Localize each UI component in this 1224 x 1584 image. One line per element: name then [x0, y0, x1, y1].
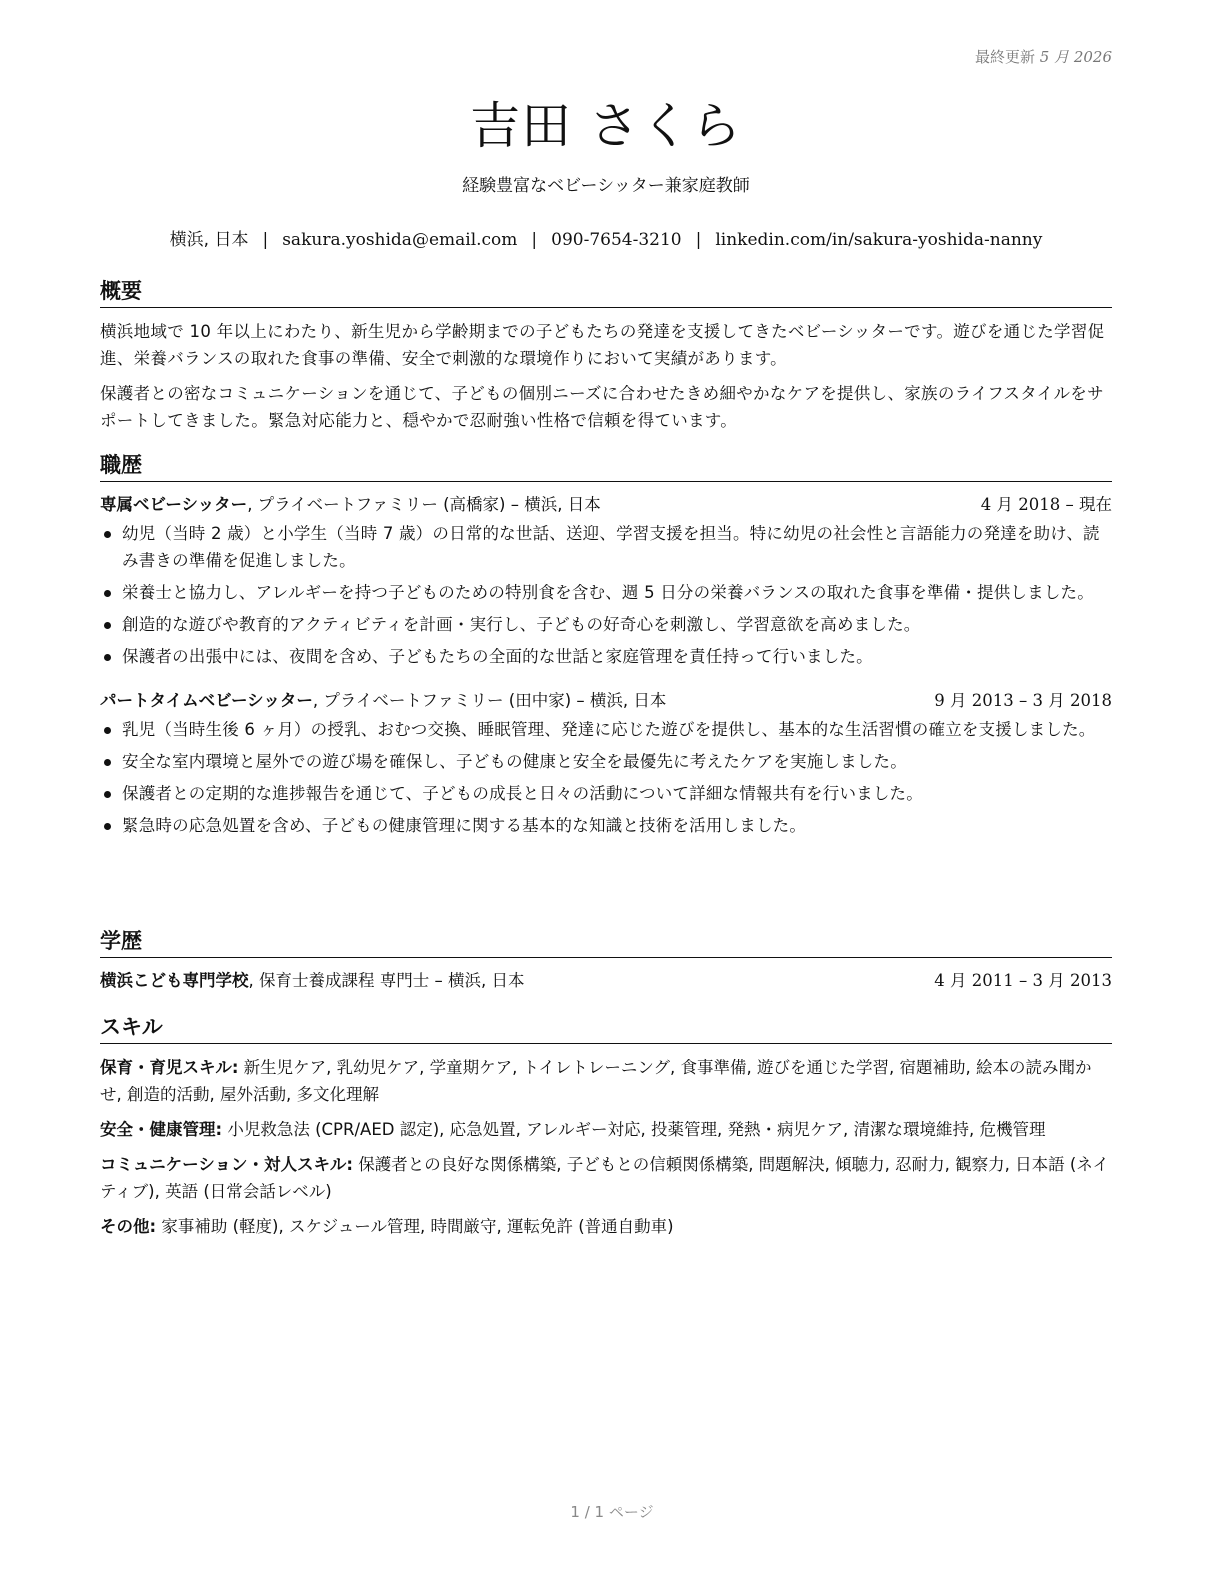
candidate-tagline: 経験豊富なベビーシッター兼家庭教師	[462, 176, 750, 196]
summary-section	[100, 277, 1112, 442]
last-updated	[975, 46, 1112, 67]
page-number: 1 / 1 ページ	[570, 1503, 654, 1521]
skill-group	[100, 1213, 1112, 1240]
job-role: パートタイムベビーシッター	[100, 691, 313, 710]
education-dates: 4 月 2011 – 3 月 2013	[934, 971, 1112, 990]
skills-heading: スキル	[100, 1013, 1112, 1044]
education-heading: 学歴	[100, 927, 1112, 958]
education-section	[100, 927, 1112, 994]
job-bullet: 安全な室内環境と屋外での遊び場を確保し、子どもの健康と安全を最優先に考えたケアを実施しました。	[100, 748, 1112, 775]
skill-text: 小児救急法 (CPR/AED 認定), 応急処置, アレルギー対応, 投薬管理, 発熱・病児ケア, 清潔な環境維持, 危機管理	[222, 1120, 1046, 1139]
skill-group	[100, 1151, 1112, 1205]
school-name: 横浜こども専門学校	[100, 971, 249, 990]
contact-phone[interactable]: 090-7654-3210	[551, 230, 682, 250]
skill-text: 保護者との良好な関係構築, 子どもとの信頼関係構築, 問題解決, 傾聴力, 忍耐力, 観察力, 日本語 (ネイティブ), 英語 (日常会話レベル)	[100, 1155, 1109, 1201]
skill-group	[100, 1116, 1112, 1143]
job-bullet: 創造的な遊びや教育的アクティビティを計画・実行し、子どもの好奇心を刺激し、学習意欲を高めました。	[100, 611, 1112, 638]
last-updated-label: 最終更新	[974, 48, 1035, 66]
last-updated-date: 5 月 2026	[1039, 48, 1112, 66]
job-dates: 4 月 2018 – 現在	[980, 495, 1112, 514]
skill-text: 新生児ケア, 乳幼児ケア, 学童期ケア, トイレトレーニング, 食事準備, 遊びを通じた学習, 宿題補助, 絵本の読み聞かせ, 創造的活動, 屋外活動, 多文化理解	[100, 1058, 1092, 1104]
skills-section	[100, 1013, 1112, 1248]
job-entry	[100, 688, 1112, 839]
job-bullet: 保護者との定期的な進捗報告を通じて、子どもの成長と日々の活動について詳細な情報共有を行いました。	[100, 780, 1112, 807]
job-dates: 9 月 2013 – 3 月 2018	[934, 691, 1112, 710]
job-detail: , プライベートファミリー (高橋家) – 横浜, 日本	[247, 495, 601, 514]
contact-email[interactable]: sakura.yoshida@email.com	[282, 230, 518, 250]
job-detail: , プライベートファミリー (田中家) – 横浜, 日本	[312, 691, 667, 710]
experience-heading: 職歴	[100, 451, 1112, 482]
contact-separator: |	[531, 230, 538, 250]
contact-separator: |	[695, 230, 702, 250]
skill-label: 安全・健康管理:	[100, 1120, 223, 1139]
job-bullet: 栄養士と協力し、アレルギーを持つ子どものための特別食を含む、週 5 日分の栄養バランスの取れた食事を準備・提供しました。	[100, 579, 1112, 606]
job-header	[100, 688, 1112, 714]
job-header	[100, 492, 1112, 518]
education-entry	[100, 968, 1112, 994]
job-entry	[100, 492, 1112, 670]
job-bullet: 保護者の出張中には、夜間を含め、子どもたちの全面的な世話と家庭管理を責任持って行いました。	[100, 643, 1112, 670]
job-bullet: 乳児（当時生後 6 ヶ月）の授乳、おむつ交換、睡眠管理、発達に応じた遊びを提供し、基本的な生活習慣の確立を支援しました。	[100, 716, 1112, 743]
contact-location: 横浜, 日本	[169, 230, 249, 250]
experience-section	[100, 451, 1112, 844]
job-bullets	[100, 520, 1112, 670]
summary-paragraph: 保護者との密なコミュニケーションを通じて、子どもの個別ニーズに合わせたきめ細やかなケアを提供し、家族のライフスタイルをサポートしてきました。緊急対応能力と、穏やかで忍耐強い性格で信頼を得ています。	[100, 384, 1104, 430]
job-bullets	[100, 716, 1112, 839]
job-role: 専属ベビーシッター	[100, 495, 248, 514]
skill-label: その他:	[100, 1217, 157, 1236]
job-bullet: 緊急時の応急処置を含め、子どもの健康管理に関する基本的な知識と技術を活用しました。	[100, 812, 1112, 839]
job-bullet: 幼児（当時 2 歳）と小学生（当時 7 歳）の日常的な世話、送迎、学習支援を担当。特に幼児の社会性と言語能力の発達を助け、読み書きの準備を促進しました。	[100, 520, 1112, 574]
summary-heading: 概要	[100, 277, 1112, 308]
school-detail: , 保育士養成課程 専門士 – 横浜, 日本	[248, 971, 525, 990]
skill-group	[100, 1054, 1112, 1108]
contact-separator: |	[262, 230, 269, 250]
skill-text: 家事補助 (軽度), スケジュール管理, 時間厳守, 運転免許 (普通自動車)	[156, 1217, 674, 1236]
skill-label: コミュニケーション・対人スキル:	[100, 1155, 353, 1174]
contact-linkedin[interactable]: linkedin.com/in/sakura-yoshida-nanny	[715, 230, 1043, 250]
contact-line	[100, 225, 1112, 250]
candidate-name: 吉田 さくら	[470, 97, 742, 155]
summary-paragraph: 横浜地域で 10 年以上にわたり、新生児から学齢期までの子どもたちの発達を支援してきたベビーシッターです。遊びを通じた学習促進、栄養バランスの取れた食事の準備、安全で刺激的な環境作りにおいて実績があります。	[100, 322, 1105, 368]
skill-label: 保育・育児スキル:	[100, 1058, 239, 1077]
